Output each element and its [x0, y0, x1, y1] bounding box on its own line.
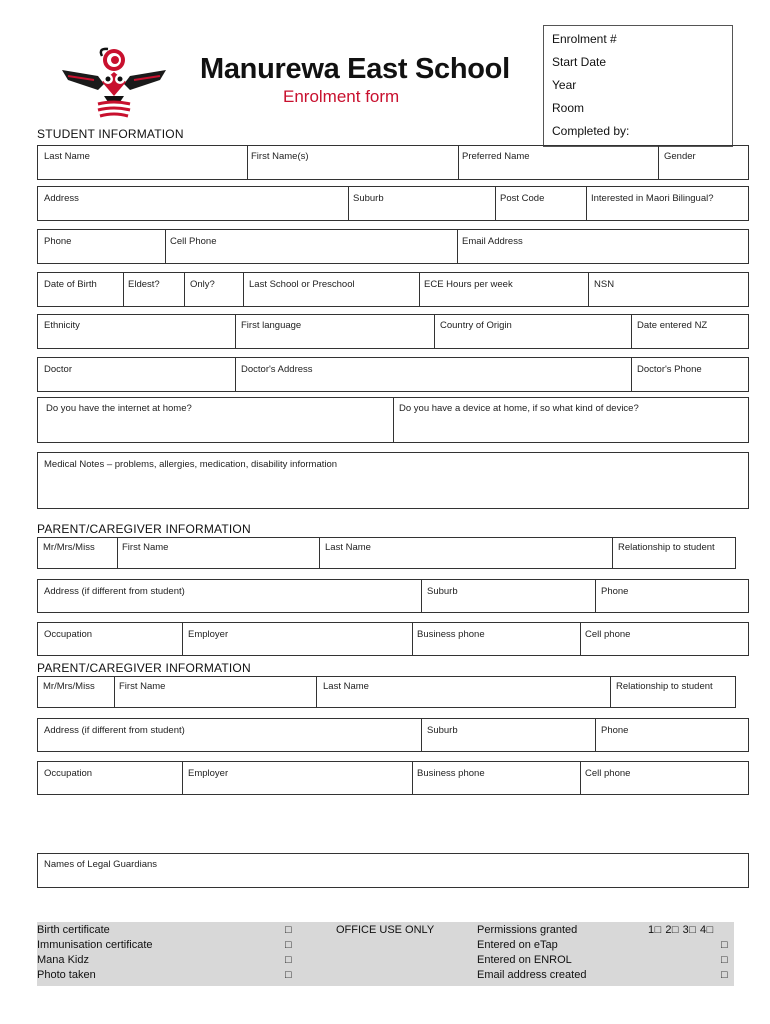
office-field-room: Room	[552, 101, 585, 115]
checkbox-mana-kidz[interactable]: □	[285, 954, 292, 966]
label-occupation: Occupation	[44, 629, 93, 640]
label-post-code: Post Code	[500, 193, 545, 204]
office-field-completed-by: Completed by:	[552, 124, 630, 138]
parent2-row-names[interactable]	[37, 676, 736, 708]
label-last-school: Last School or Preschool	[249, 279, 355, 290]
office-use-title: OFFICE USE ONLY	[336, 924, 435, 936]
label-phone: Phone	[601, 586, 629, 597]
parent1-row-names[interactable]	[37, 537, 736, 569]
label-dob: Date of Birth	[44, 279, 97, 290]
student-section-title: STUDENT INFORMATION	[37, 127, 184, 141]
label-doctor: Doctor	[44, 364, 72, 375]
label-cell-phone: Cell phone	[585, 629, 631, 640]
office-item-birth-cert: Birth certificate	[37, 924, 110, 936]
student-row-internet[interactable]	[37, 397, 749, 443]
office-item-enrol: Entered on ENROL	[477, 954, 572, 966]
label-legal-guardians: Names of Legal Guardians	[44, 859, 158, 870]
parent2-row-address[interactable]	[37, 718, 749, 752]
label-suburb: Suburb	[427, 725, 458, 736]
label-date-entered-nz: Date entered NZ	[637, 320, 708, 331]
label-business-phone: Business phone	[417, 629, 485, 640]
legal-guardians-field[interactable]	[37, 853, 749, 888]
checkbox-email-created[interactable]: □	[721, 969, 728, 981]
label-maori-bilingual: Interested in Maori Bilingual?	[591, 193, 714, 204]
school-logo	[58, 46, 170, 122]
label-nsn: NSN	[594, 279, 615, 290]
label-cell-phone: Cell Phone	[170, 236, 217, 247]
label-phone: Phone	[601, 725, 629, 736]
label-employer: Employer	[188, 629, 229, 640]
parent1-row-address[interactable]	[37, 579, 749, 613]
parent2-row-work[interactable]	[37, 761, 749, 795]
label-only: Only?	[190, 279, 215, 290]
label-email: Email Address	[462, 236, 523, 247]
label-country-origin: Country of Origin	[440, 320, 512, 331]
student-row-contact[interactable]	[37, 229, 749, 264]
label-business-phone: Business phone	[417, 768, 485, 779]
label-ece-hours: ECE Hours per week	[424, 279, 513, 290]
label-first-name: First Name	[119, 681, 166, 692]
label-occupation: Occupation	[44, 768, 93, 779]
checkbox-permissions-options[interactable]: 1□ 2□ 3□ 4□	[648, 924, 714, 936]
checkbox-photo-taken[interactable]: □	[285, 969, 292, 981]
office-field-start-date: Start Date	[552, 55, 607, 69]
label-medical-notes: Medical Notes – problems, allergies, medication, disability information	[44, 459, 338, 470]
office-item-etap: Entered on eTap	[477, 939, 558, 951]
checkbox-enrol[interactable]: □	[721, 954, 728, 966]
label-title: Mr/Mrs/Miss	[43, 681, 95, 692]
label-suburb: Suburb	[427, 586, 458, 597]
parent2-section-title: PARENT/CAREGIVER INFORMATION	[37, 661, 251, 675]
label-preferred-name: Preferred Name	[462, 151, 530, 162]
office-info-box	[543, 25, 733, 147]
office-item-permissions: Permissions granted	[477, 924, 578, 936]
label-relationship: Relationship to student	[616, 681, 713, 692]
label-employer: Employer	[188, 768, 229, 779]
office-field-enrolment: Enrolment #	[552, 32, 617, 46]
label-device-home: Do you have a device at home, if so what kind of device?	[399, 403, 639, 414]
office-item-photo-taken: Photo taken	[37, 969, 96, 981]
label-phone: Phone	[44, 236, 72, 247]
label-address-diff: Address (if different from student)	[44, 586, 185, 597]
label-suburb: Suburb	[353, 193, 384, 204]
student-row-school[interactable]	[37, 272, 749, 307]
checkbox-birth-cert[interactable]: □	[285, 924, 292, 936]
checkbox-immunisation[interactable]: □	[285, 939, 292, 951]
student-medical-notes[interactable]	[37, 452, 749, 509]
label-first-language: First language	[241, 320, 302, 331]
office-item-immunisation: Immunisation certificate	[37, 939, 153, 951]
label-doctor-phone: Doctor's Phone	[637, 364, 702, 375]
label-gender: Gender	[664, 151, 696, 162]
office-field-year: Year	[552, 78, 577, 92]
student-row-names[interactable]	[37, 145, 749, 180]
label-relationship: Relationship to student	[618, 542, 715, 553]
student-row-address[interactable]	[37, 186, 749, 221]
parent1-section-title: PARENT/CAREGIVER INFORMATION	[37, 522, 251, 536]
label-first-names: First Name(s)	[251, 151, 309, 162]
label-last-name: Last Name	[323, 681, 369, 692]
label-eldest: Eldest?	[128, 279, 160, 290]
checkbox-etap[interactable]: □	[721, 939, 728, 951]
student-row-origin[interactable]	[37, 314, 749, 349]
label-title: Mr/Mrs/Miss	[43, 542, 95, 553]
parent1-row-work[interactable]	[37, 622, 749, 656]
label-cell-phone: Cell phone	[585, 768, 631, 779]
label-ethnicity: Ethnicity	[44, 320, 80, 331]
label-last-name: Last Name	[44, 151, 90, 162]
label-internet-home: Do you have the internet at home?	[46, 403, 192, 414]
label-address: Address	[44, 193, 79, 204]
office-item-email-created: Email address created	[477, 969, 587, 981]
label-last-name: Last Name	[325, 542, 371, 553]
label-doctor-address: Doctor's Address	[241, 364, 313, 375]
label-address-diff: Address (if different from student)	[44, 725, 185, 736]
form-title: Enrolment form	[283, 87, 400, 106]
student-row-doctor[interactable]	[37, 357, 749, 392]
school-name: Manurewa East School	[200, 53, 510, 85]
label-first-name: First Name	[122, 542, 169, 553]
office-item-mana-kidz: Mana Kidz	[37, 954, 89, 966]
